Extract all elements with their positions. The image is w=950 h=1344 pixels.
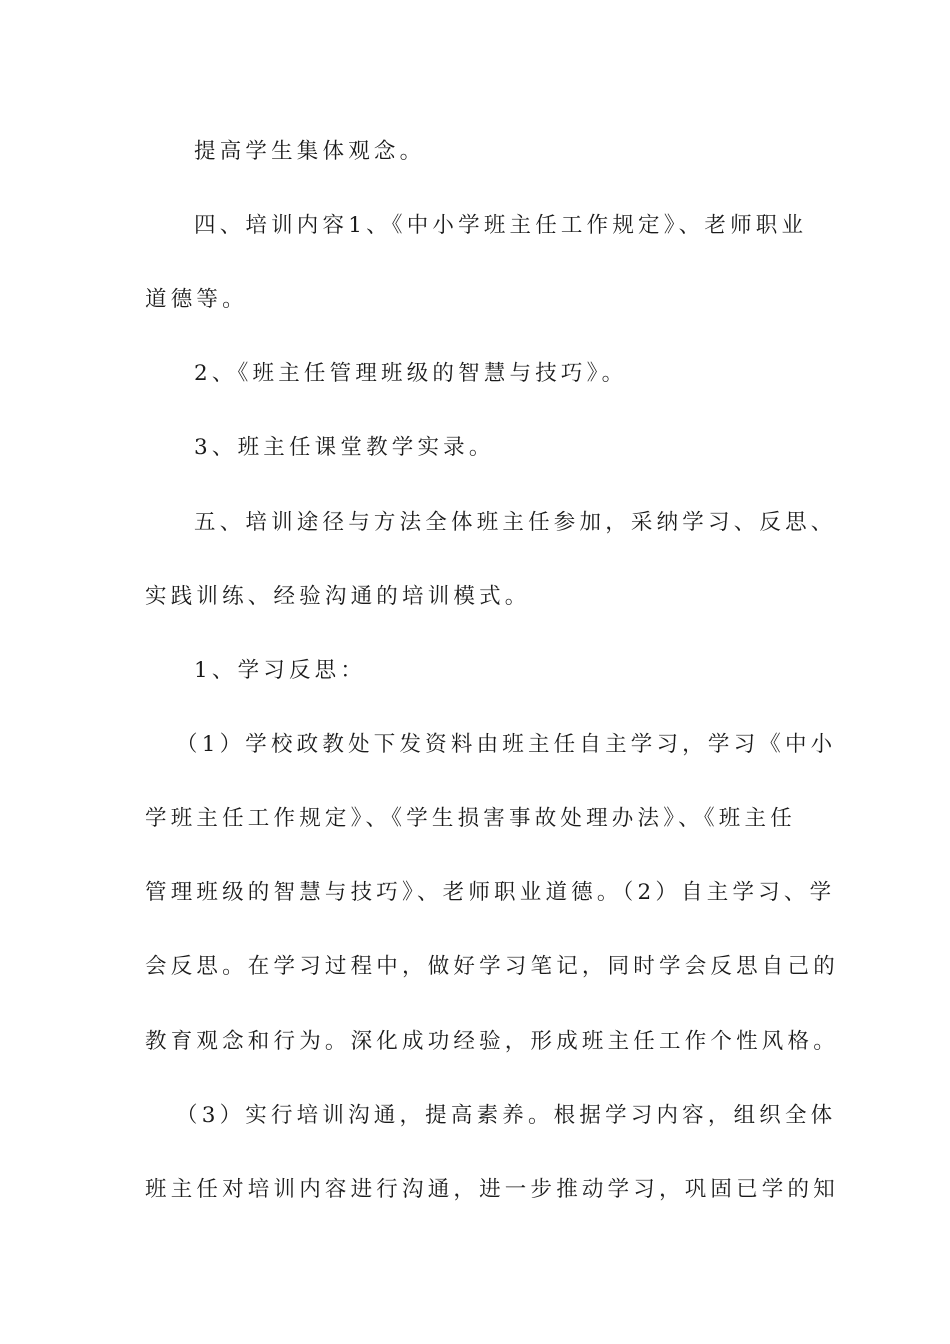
text-line: 管理班级的智慧与技巧》、老师职业道德。（2）自主学习、学 (145, 880, 836, 905)
text-line: 五、培训途径与方法全体班主任参加，采纳学习、反思、 (194, 510, 837, 535)
text-line: 1、学习反思： (194, 658, 367, 683)
text-line: 会反思。在学习过程中，做好学习笔记，同时学会反思自己的 (145, 954, 839, 979)
text-line: 2、《班主任管理班级的智慧与技巧》。 (194, 361, 628, 386)
text-line: 学班主任工作规定》、《学生损害事故处理办法》、《班主任 (145, 806, 796, 831)
text-line: 实践训练、经验沟通的培训模式。 (145, 584, 531, 609)
text-line: 四、培训内容1、《中小学班主任工作规定》、老师职业 (194, 213, 808, 238)
text-line: 提高学生集体观念。 (194, 139, 426, 164)
text-line: 班主任对培训内容进行沟通，进一步推动学习，巩固已学的知 (145, 1177, 839, 1202)
text-line: 教育观念和行为。深化成功经验，形成班主任工作个性风格。 (145, 1029, 839, 1054)
text-line: （1）学校政教处下发资料由班主任自主学习，学习《中小 (176, 732, 837, 757)
text-line: （3）实行培训沟通，提高素养。根据学习内容，组织全体 (176, 1103, 837, 1128)
text-line: 道德等。 (145, 287, 248, 312)
text-line: 3、班主任课堂教学实录。 (194, 435, 495, 460)
